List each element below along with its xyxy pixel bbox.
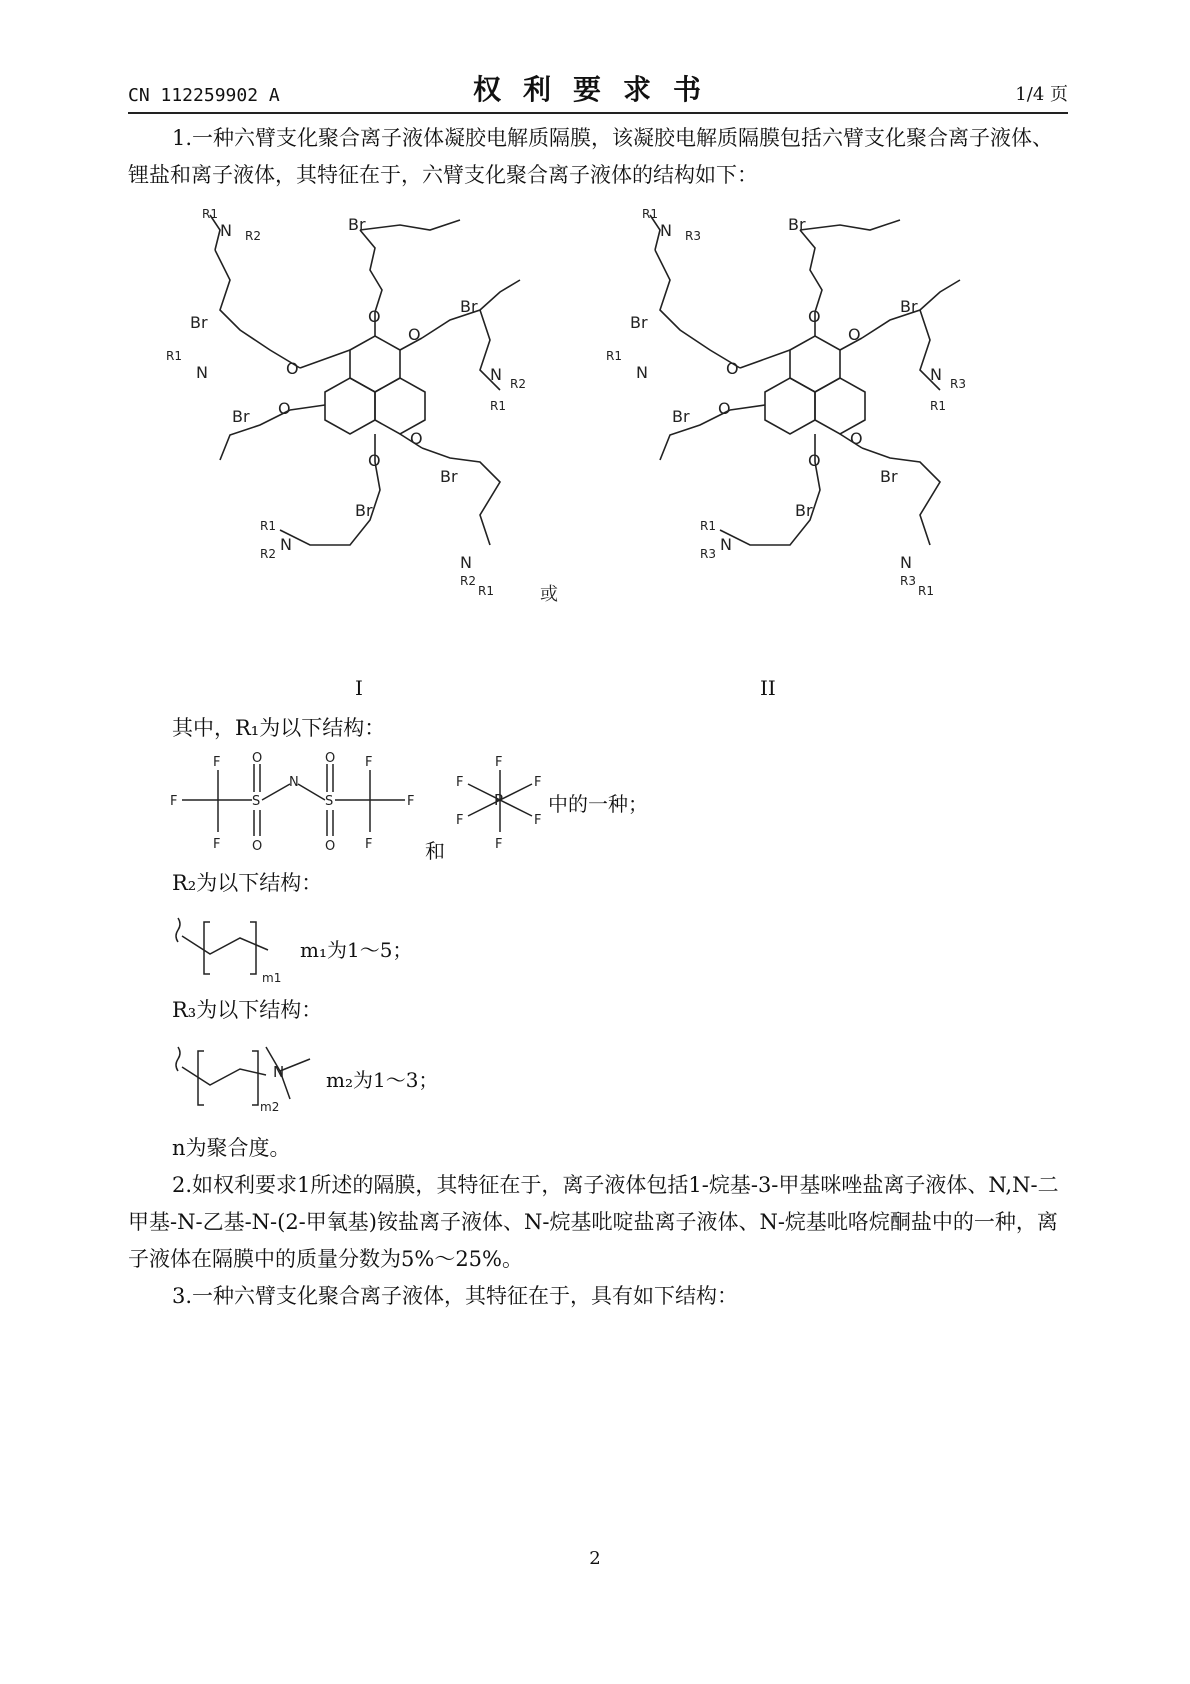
atom-f: F [456, 775, 464, 790]
atom-o: O [252, 752, 263, 766]
r1-and-label: 和 [425, 839, 445, 863]
atom-f: F [213, 837, 221, 852]
atom-br: Br [232, 407, 250, 426]
r3-range: m₂为1～3； [326, 1068, 439, 1092]
atom-o: O [252, 839, 263, 854]
atom-f: F [495, 837, 503, 852]
atom-n: N [636, 363, 648, 382]
r2-structure [170, 910, 300, 985]
r3-label: R3 [950, 377, 966, 391]
atom-n: N [660, 221, 672, 240]
atom-f: F [365, 837, 373, 852]
r1-label: R1 [642, 207, 658, 221]
atom-f: F [213, 755, 221, 770]
page-indicator: 1/4 页 [1015, 84, 1068, 105]
atom-o: O [410, 429, 423, 448]
m1-subscript: m1 [262, 971, 282, 985]
atom-f: F [456, 813, 464, 828]
r1-label: R1 [490, 399, 506, 413]
tfsi-anion-structure [170, 752, 430, 862]
atom-n: N [490, 365, 502, 384]
atom-br: Br [355, 501, 373, 520]
atom-n: N [930, 365, 942, 384]
atom-br: Br [460, 297, 478, 316]
triphenylene-core [765, 336, 865, 434]
atom-br: Br [672, 407, 690, 426]
structure-II-label: II [760, 676, 776, 700]
atom-o: O [850, 429, 863, 448]
atom-o: O [325, 839, 336, 854]
atom-n: N [280, 535, 292, 554]
r1-label: R1 [202, 207, 218, 221]
r1-label: R1 [606, 349, 622, 363]
or-label: 或 [540, 584, 558, 605]
atom-br: Br [440, 467, 458, 486]
atom-o: O [848, 325, 861, 344]
r3-intro: R₃为以下结构： [172, 998, 323, 1022]
atom-br: Br [630, 313, 648, 332]
document-title: 权利要求书 [472, 73, 723, 106]
pf6-anion-structure [450, 752, 550, 862]
atom-br: Br [190, 313, 208, 332]
r3-label: R3 [700, 547, 716, 561]
atom-o: O [726, 359, 739, 378]
r1-intro: 其中，R₁为以下结构： [172, 716, 386, 740]
claim-3-text: 3.一种六臂支化聚合离子液体，其特征在于，具有如下结构： [172, 1284, 739, 1308]
atom-o: O [408, 325, 421, 344]
atom-br: Br [795, 501, 813, 520]
r3-structure [170, 1035, 330, 1115]
atom-br: Br [348, 215, 366, 234]
triphenylene-core [325, 336, 425, 434]
atom-f: F [407, 794, 415, 809]
r1-tail: 中的一种； [548, 792, 648, 816]
atom-n: N [196, 363, 208, 382]
atom-o: O [286, 359, 299, 378]
atom-o: O [808, 307, 821, 326]
claim-1-text: 1.一种六臂支化聚合离子液体凝胶电解质隔膜，该凝胶电解质隔膜包括六臂支化聚合离子液体、锂盐和离子液体，其特征在于，六臂支化聚合离子液体的结构如下： [128, 126, 1054, 187]
r1-label: R1 [918, 584, 934, 598]
atom-f: F [170, 794, 178, 809]
m2-subscript: m2 [260, 1100, 280, 1114]
atom-br: Br [900, 297, 918, 316]
r2-intro: R₂为以下结构： [172, 871, 323, 895]
r1-label: R1 [700, 519, 716, 533]
r1-label: R1 [930, 399, 946, 413]
atom-p: P [494, 791, 504, 809]
atom-f: F [495, 755, 503, 770]
atom-f: F [365, 755, 373, 770]
atom-o: O [368, 451, 381, 470]
atom-f: F [534, 775, 542, 790]
atom-n: N [220, 221, 232, 240]
patent-number: CN 112259902 A [128, 85, 280, 106]
structure-II-diagram [600, 200, 1000, 610]
r2-label: R2 [260, 547, 276, 561]
atom-br: Br [880, 467, 898, 486]
r1-label: R1 [478, 584, 494, 598]
atom-s: S [252, 794, 261, 809]
page-number: 2 [589, 1548, 601, 1569]
structure-I-label: I [355, 676, 363, 700]
atom-n: N [900, 553, 912, 572]
atom-br: Br [788, 215, 806, 234]
atom-o: O [368, 307, 381, 326]
atom-o: O [808, 451, 821, 470]
atom-f: F [534, 813, 542, 828]
n-definition: n为聚合度。 [172, 1136, 291, 1160]
atom-n: N [460, 553, 472, 572]
r3-label: R3 [900, 574, 916, 588]
atom-o: O [325, 752, 336, 766]
structure-I-diagram [160, 200, 560, 610]
claim-2-text: 2.如权利要求1所述的隔膜，其特征在于，离子液体包括1-烷基-3-甲基咪唑盐离子液体、N,N-二甲基-N-乙基-N-(2-甲氧基)铵盐离子液体、N-烷基吡啶盐离子液体、N-烷基吡咯烷酮盐中的一种，离子液体在隔膜中的质量分数为5%～25%。 [128, 1173, 1059, 1271]
atom-o: O [278, 399, 291, 418]
r1-label: R1 [166, 349, 182, 363]
page-header [128, 70, 1068, 114]
r3-label: R3 [685, 229, 701, 243]
r2-label: R2 [245, 229, 261, 243]
atom-n: N [273, 1063, 285, 1081]
r2-range: m₁为1～5； [300, 938, 413, 962]
atom-o: O [718, 399, 731, 418]
r2-label: R2 [510, 377, 526, 391]
r1-label: R1 [260, 519, 276, 533]
r2-label: R2 [460, 574, 476, 588]
atom-n: N [289, 775, 299, 790]
atom-n: N [720, 535, 732, 554]
atom-s: S [325, 794, 334, 809]
